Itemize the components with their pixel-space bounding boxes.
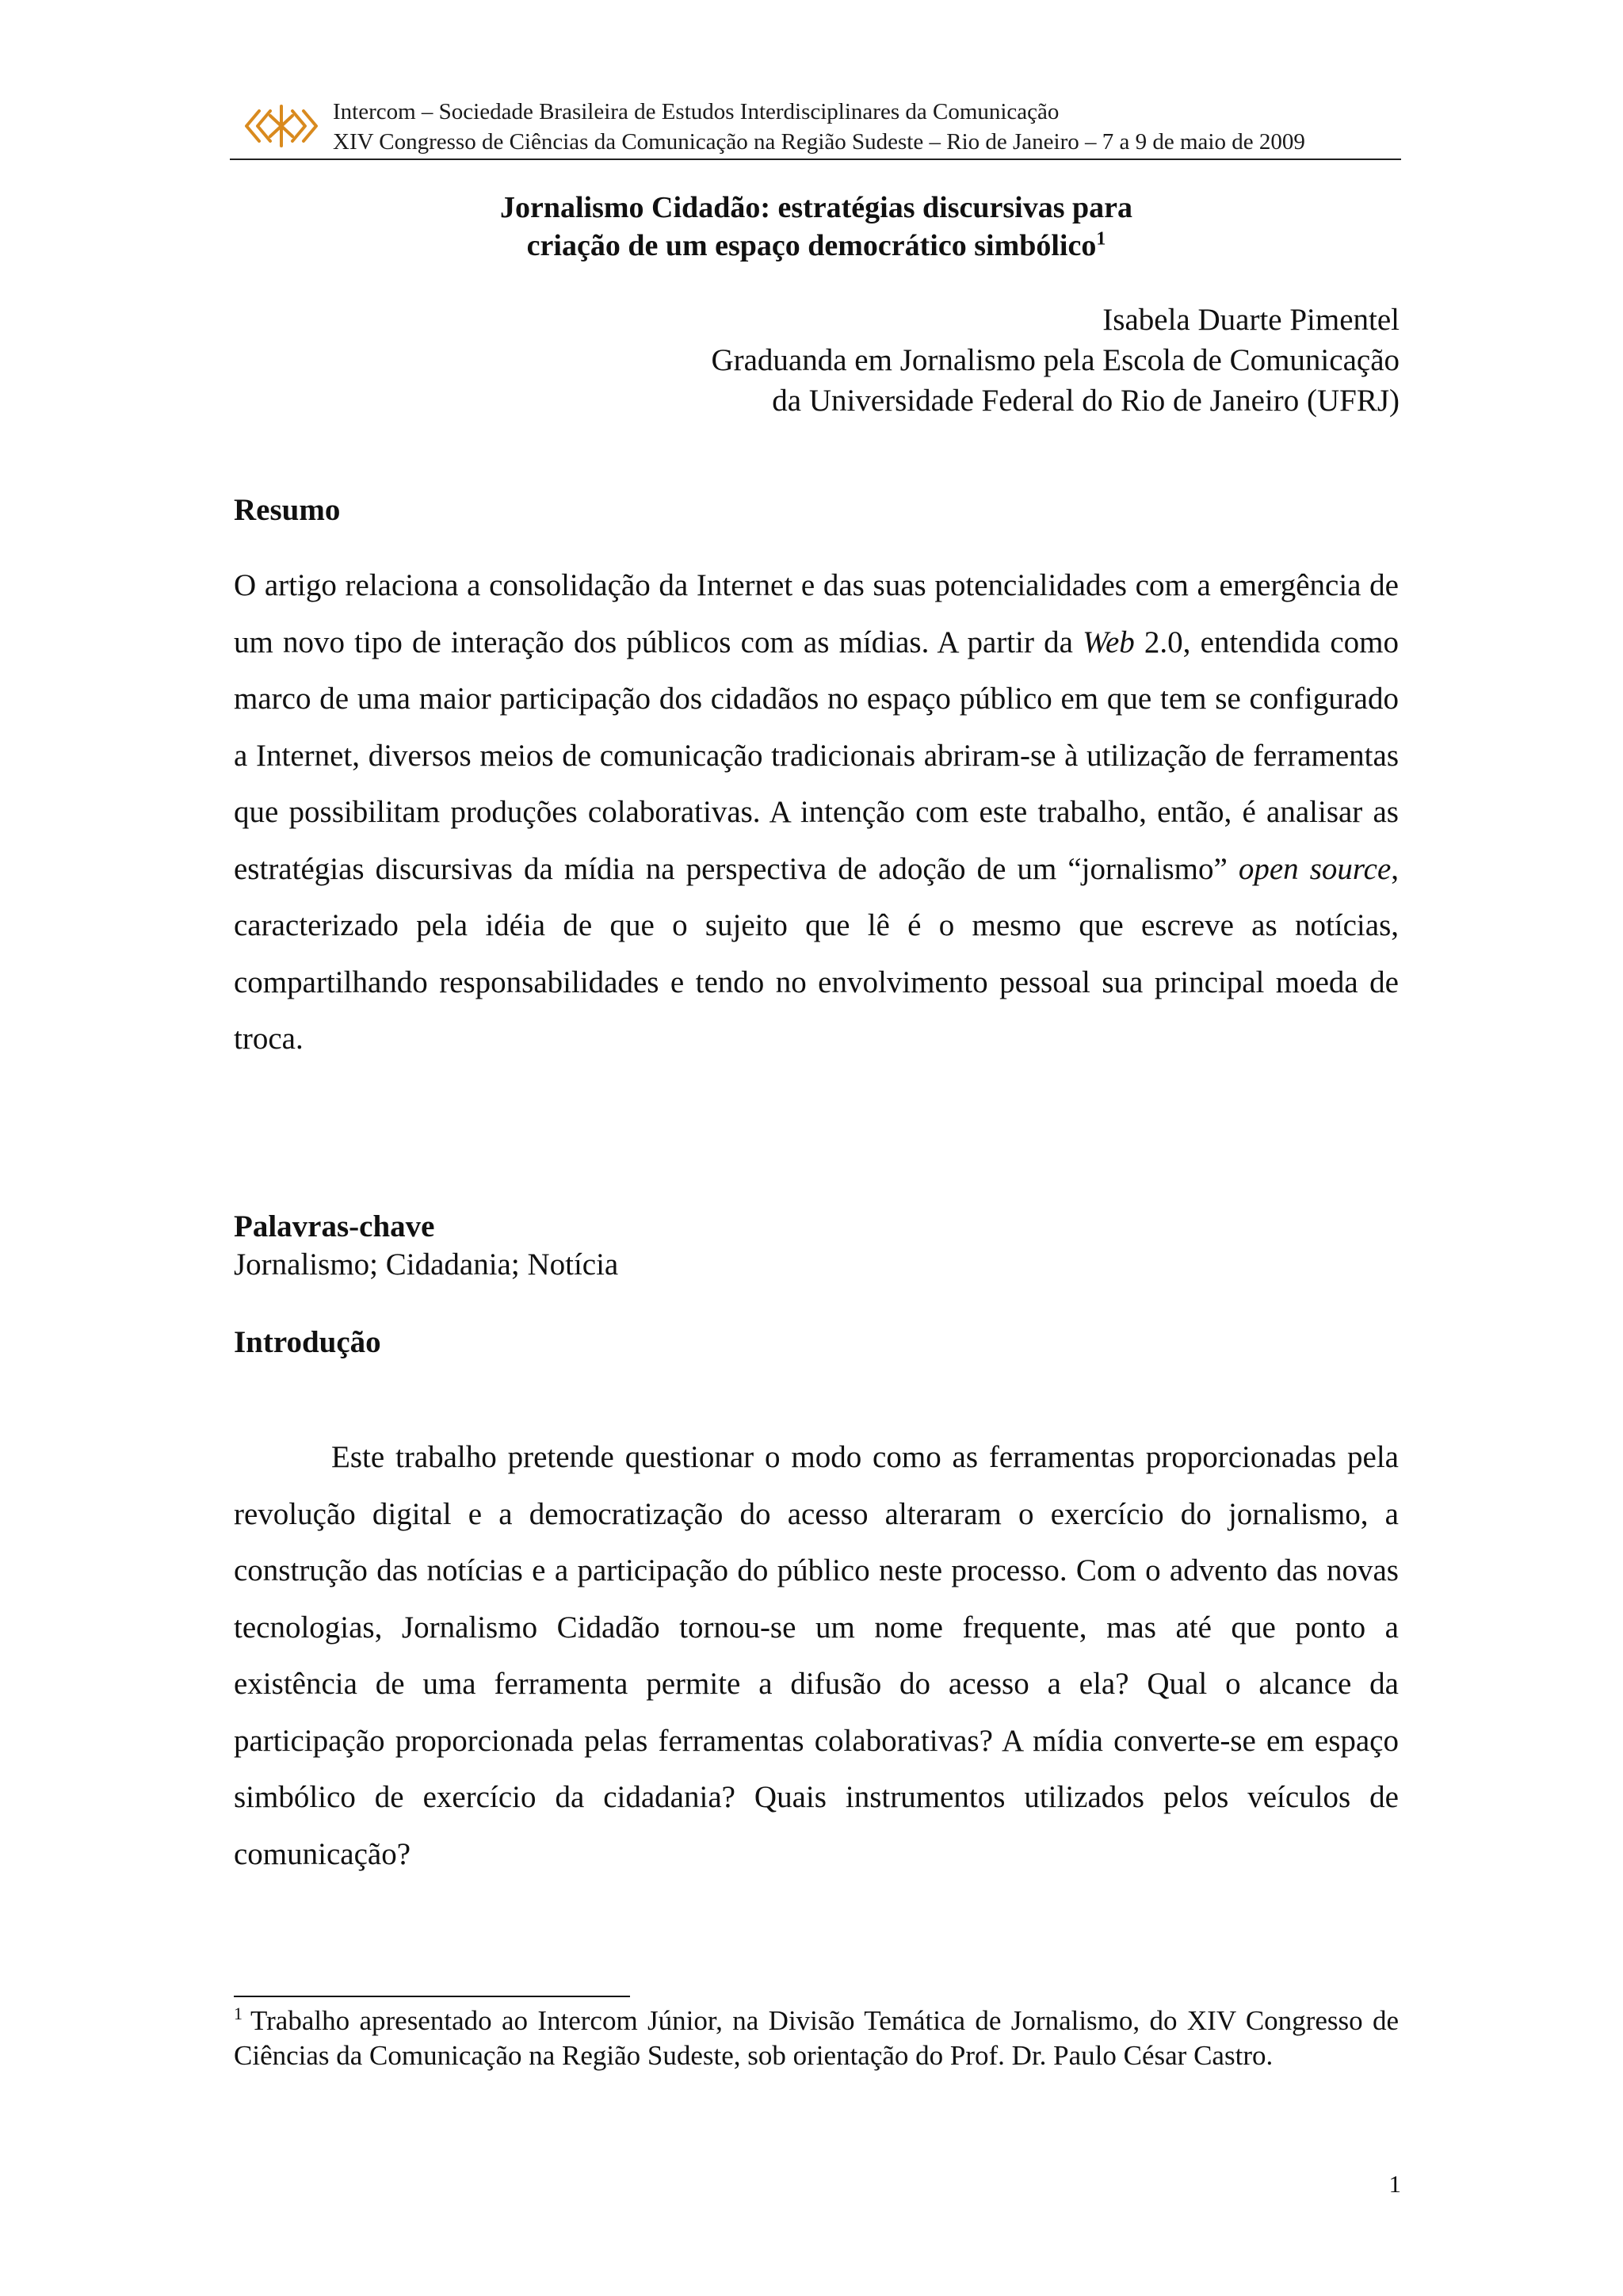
abstract-part-2: 2.0, entendida como marco de uma maior participação dos cidadãos no espaço público em que tem se configurado a Internet, diversos meios de comunicação tradicionais abriram-se à utilização de ferramentas que possibilitam produções colaborativas. A intenção com este trabalho, então, é analisar as estratégias discursivas da mídia na perspectiva de adoção de um “jornalismo”: [234, 625, 1399, 886]
title-line-2-text: criação de um espaço democrático simbólico: [526, 229, 1097, 262]
keywords-block: [234, 1208, 618, 1284]
abstract-italic-open-source: open source: [1238, 851, 1392, 886]
paper-title: [234, 189, 1399, 265]
abstract-heading: Resumo: [234, 493, 341, 527]
title-line-1: Jornalismo Cidadão: estratégias discursivas para: [500, 191, 1132, 224]
header-congress: XIV Congresso de Ciências da Comunicação na Região Sudeste – Rio de Janeiro – 7 a 9 de maio de 2009: [333, 129, 1305, 155]
keywords-heading: Palavras-chave: [234, 1209, 435, 1244]
abstract-italic-web: Web: [1083, 625, 1135, 659]
page-header: [230, 94, 1401, 160]
footnote-1: [234, 2004, 1399, 2073]
abstract-part-1: O artigo relaciona a consolidação da Internet e das suas potencialidades com a emergência de um novo tipo de interação dos públicos com as mídias. A partir da: [234, 568, 1399, 659]
author-name: Isabela Duarte Pimentel: [1102, 303, 1400, 337]
author-affiliation-2: da Universidade Federal do Rio de Janeiro (UFRJ): [772, 384, 1400, 418]
author-affiliation-1: Graduanda em Jornalismo pela Escola de Comunicação: [711, 343, 1400, 377]
introduction-paragraph: Este trabalho pretende questionar o modo como as ferramentas proporcionadas pela revolução digital e a democratização do acesso alteraram o exercício do jornalismo, a construção das notícias e a participação do público neste processo. Com o advento das novas tecnologias, Jornalismo Cidadão tornou-se um nome frequente, mas até que ponto a existência de uma ferramenta permite a difusão do acesso a ela? Qual o alcance da participação proporcionada pelas ferramentas colaborativas? A mídia converte-se em espaço simbólico de exercício da cidadania? Quais instrumentos utilizados pelos veículos de comunicação?: [234, 1440, 1399, 1871]
intercom-logo-icon: [242, 100, 321, 152]
header-text: [333, 97, 1305, 157]
introduction-heading: Introdução: [234, 1325, 381, 1359]
abstract-text: [234, 557, 1399, 1068]
title-footnote-mark[interactable]: 1: [1096, 228, 1106, 250]
abstract-part-3: , caracterizado pela idéia de que o sujeito que lê é o mesmo que escreve as notícias, compartilhando responsabilidades e tendo no envolvimento pessoal sua principal moeda de troca.: [234, 851, 1400, 1056]
footnote-divider: [234, 1996, 630, 1997]
author-block: [711, 300, 1400, 421]
footnote-mark: 1: [234, 2004, 242, 2024]
title-line-2: [234, 227, 1399, 265]
header-society: Intercom – Sociedade Brasileira de Estudos Interdisciplinares da Comunicação: [333, 99, 1060, 124]
page-number: 1: [1388, 2170, 1401, 2198]
keywords-list: Jornalismo; Cidadania; Notícia: [234, 1247, 619, 1282]
footnote-text: Trabalho apresentado ao Intercom Júnior, na Divisão Temática de Jornalismo, do XIV Congresso de Ciências da Comunicação na Região Sudeste, sob orientação do Prof. Dr. Paulo César Castro.: [234, 2005, 1399, 2071]
